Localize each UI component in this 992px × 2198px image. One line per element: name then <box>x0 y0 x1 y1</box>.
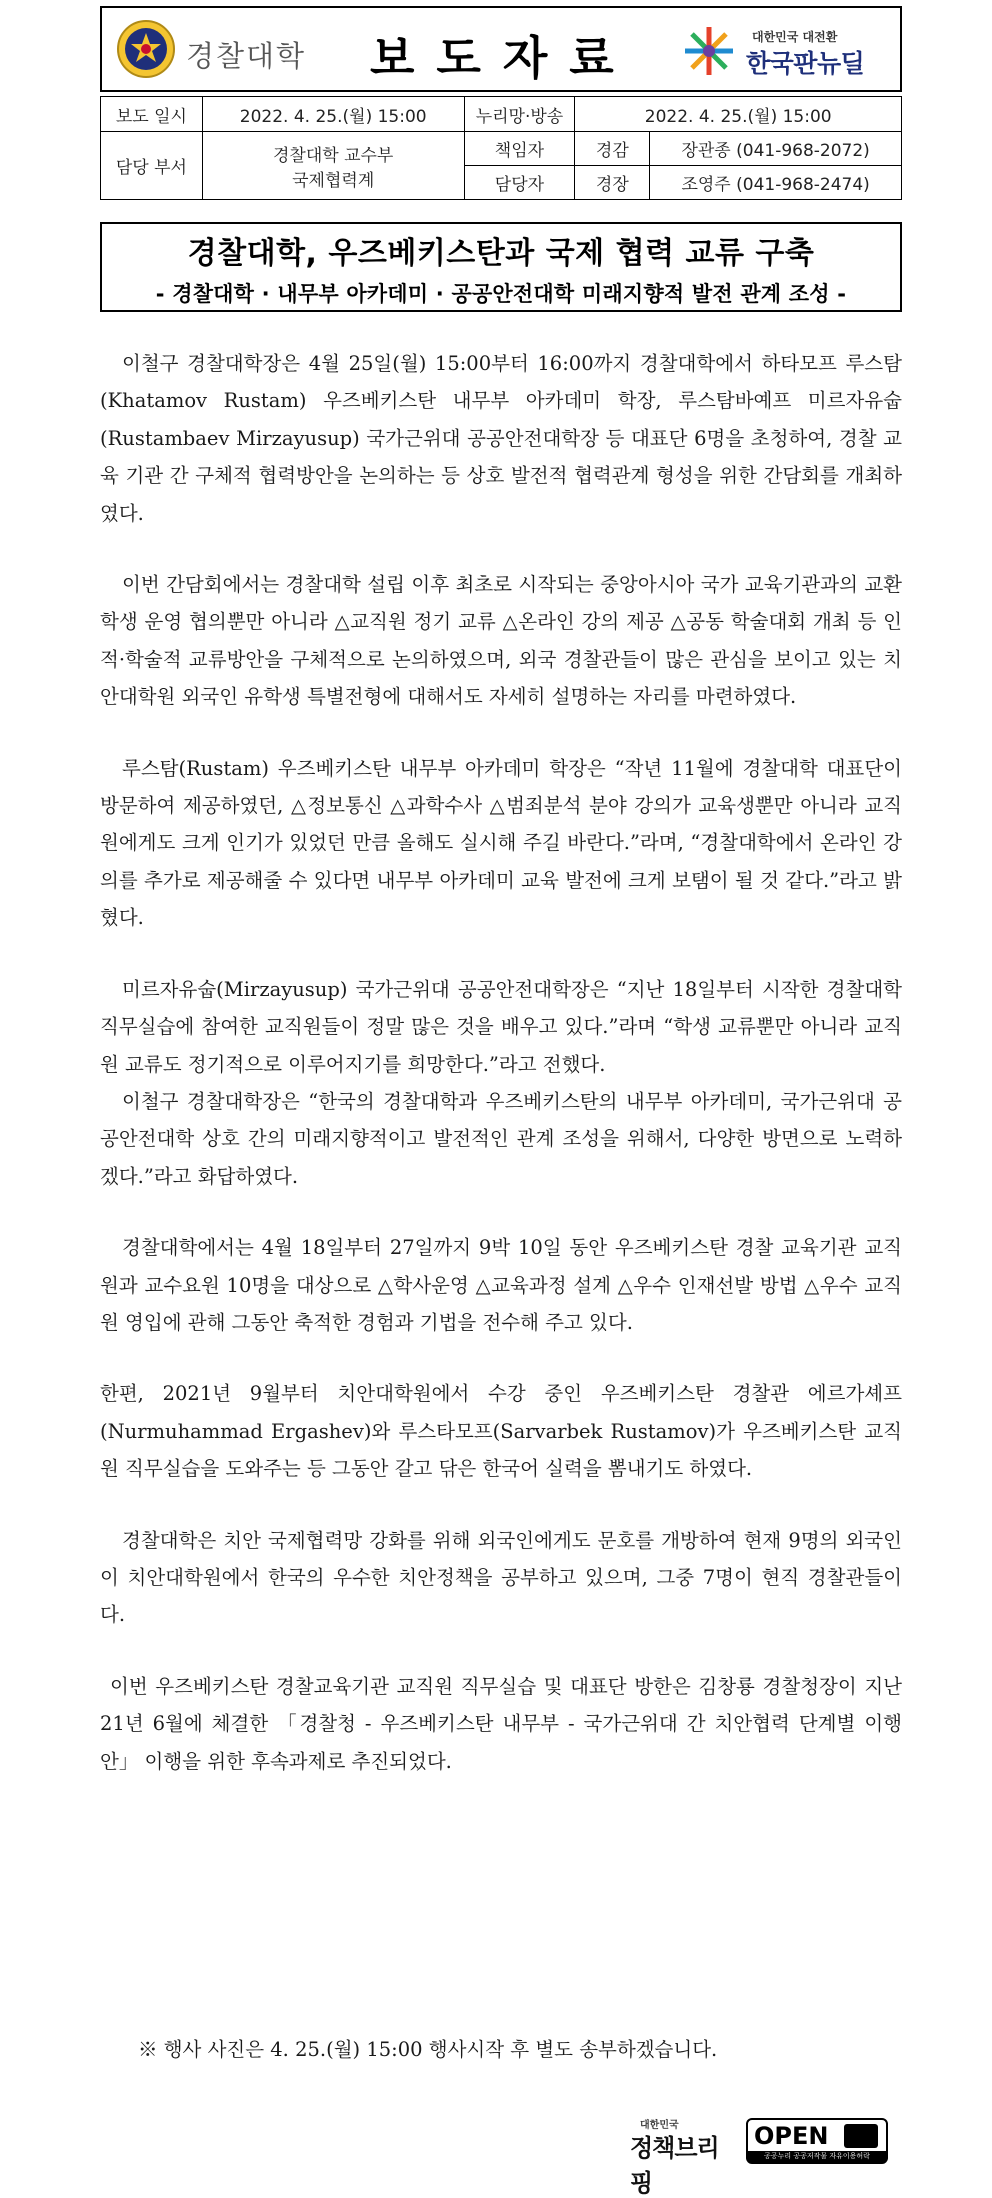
headline: 경찰대학, 우즈베키스탄과 국제 협력 교류 구축 <box>187 236 815 271</box>
paragraph-6: 경찰대학에서는 4월 18일부터 27일까지 9박 10일 동안 우즈베키스탄 경찰 교육기관 교직원과 교수요원 10명을 대상으로 △학사운영 △교육과정 설계 △우수 인재선발 방법 △우수 교직원 영입에 관해 그동안 축적한 경험과 기법을 전수해 주고 있다. <box>100 1236 902 1334</box>
document-type-title: 보도자료 <box>370 31 636 85</box>
contact-rank: 경장 <box>575 166 650 200</box>
paragraph-5: 이철구 경찰대학장은 “한국의 경찰대학과 우즈베키스탄의 내무부 아카데미, 국가근위대 공공안전대학 상호 간의 미래지향적이고 발전적인 관계 조성을 위해서, 다양한 방면으로 노력하겠다.”라고 화답하였다. <box>100 1089 902 1188</box>
headline-box <box>100 222 902 312</box>
paragraph-9: 이번 우즈베키스탄 경찰교육기관 교직원 직무실습 및 대표단 방한은 김창룡 경찰청장이 지난 21년 6월에 체결한 「경찰청 - 우즈베키스탄 내무부 - 국가근위대 간 치안협력 단계별 이행안」 이행을 위한 후속과제로 추진되었다. <box>100 1674 902 1773</box>
paragraph-7: 한편, 2021년 9월부터 치안대학원에서 수강 중인 우즈베키스탄 경찰관 에르가셰프(Nurmuhammad Ergashev)와 루스타모프(Sarvarbek Rustamov)가 우즈베키스탄 교직원 직무실습을 도와주는 등 그동안 갈고 닦은 한국어 실력을 뽐내기도 하였다. <box>100 1382 902 1481</box>
open-license-subtext: 공공누리 공공저작물 자유이용허락 <box>748 2151 886 2162</box>
paragraph-2: 이번 간담회에서는 경찰대학 설립 이후 최초로 시작되는 중앙아시아 국가 교육기관과의 교환학생 운영 협의뿐만 아니라 △교직원 정기 교류 △온라인 강의 제공 △공동 학술대회 개최 등 인적·학술적 교류방안을 구체적으로 논의하였으며, 외국 경찰관들이 많은 관심을 보이고 있는 치안대학원 외국인 유학생 특별전형에 대해서도 자세히 설명하는 자리를 마련하였다. <box>100 573 902 709</box>
release-date-value: 2022. 4. 25.(월) 15:00 <box>202 97 464 132</box>
manager-contact: 장관종 (041-968-2072) <box>650 132 902 166</box>
contact-contact: 조영주 (041-968-2474) <box>650 166 902 200</box>
license-person-icon <box>844 2124 878 2148</box>
paragraph-3: 루스탐(Rustam) 우즈베키스탄 내무부 아카데미 학장은 “작년 11월에 경찰대학 대표단이 방문하여 제공하였던, △정보통신 △과학수사 △범죄분석 분야 강의가 교육생뿐만 아니라 교직원에게도 크게 인기가 있었던 만큼 올해도 실시해 주길 바란다.”라며, “경찰대학에서 온라인 강의를 추가로 제공해줄 수 있다면 내무부 아카데미 교육 발전에 크게 보탬이 될 것 같다.”라고 밝혔다. <box>100 756 902 930</box>
open-license-badge <box>746 2118 888 2164</box>
paragraph-8: 경찰대학은 치안 국제협력망 강화를 위해 외국인에게도 문호를 개방하여 현재 9명의 외국인이 치안대학원에서 한국의 우수한 치안정책을 공부하고 있으며, 그중 7명이 현직 경찰관들이다. <box>100 1528 902 1627</box>
subheadline: - 경찰대학 · 내무부 아카데미 · 공공안전대학 미래지향적 발전 관계 조성 - <box>155 282 847 306</box>
department-value <box>202 132 464 200</box>
policy-briefing-logo <box>630 2116 736 2197</box>
paragraph-4: 미르자유숩(Mirzayusup) 국가근위대 공공안전대학장은 “지난 18일부터 시작한 경찰대학 직무실습에 참여한 교직원들이 정말 많은 것을 배우고 있다.”라며 “학생 교류뿐만 아니라 교직원 교류도 정기적으로 이루어지기를 희망한다.”라고 전했다. <box>100 977 902 1076</box>
manager-label: 책임자 <box>464 132 575 166</box>
korean-new-deal-logo <box>682 22 882 82</box>
police-university-emblem-icon <box>116 18 176 80</box>
brand-name: 한국판뉴딜 <box>746 49 865 78</box>
manager-rank: 경감 <box>575 132 650 166</box>
release-date-row <box>101 97 902 132</box>
manager-row <box>101 132 902 166</box>
department-line-1: 경찰대학 교수부 <box>273 145 394 166</box>
department-line-2: 국제협력계 <box>292 170 375 191</box>
open-license-text: OPEN <box>754 2122 829 2150</box>
department-label: 담당 부서 <box>101 132 203 200</box>
organization-name: 경찰대학 <box>186 39 307 73</box>
contact-label: 담당자 <box>464 166 575 200</box>
web-broadcast-value: 2022. 4. 25.(월) 15:00 <box>575 97 902 132</box>
article-body <box>100 345 902 1814</box>
paragraph-1: 이철구 경찰대학장은 4월 25일(월) 15:00부터 16:00까지 경찰대학에서 하타모프 루스탐(Khatamov Rustam) 우즈베키스탄 내무부 아카데미 학장, 루스탐바예프 미르자유숩(Rustambaev Mirzayusup) 국가근위대 공공안전대학장 등 대표단 6명을 초청하여, 경찰 교육 기관 간 구체적 협력방안을 논의하는 등 상호 발전적 협력관계 형성을 위한 간담회를 개최하였다. <box>100 352 902 525</box>
release-date-label: 보도 일시 <box>101 97 203 132</box>
release-info-table <box>100 96 902 200</box>
web-broadcast-label: 누리망·방송 <box>464 97 575 132</box>
new-deal-star-icon <box>682 24 736 78</box>
policy-briefing-name: 정책브리핑 <box>630 2134 719 2197</box>
brand-slogan: 대한민국 대전환 <box>752 30 838 44</box>
policy-briefing-country: 대한민국 <box>640 2120 679 2131</box>
photo-notice: ※ 행사 사진은 4. 25.(월) 15:00 행사시작 후 별도 송부하겠습니다. <box>138 2038 718 2061</box>
press-release-header <box>100 6 902 92</box>
